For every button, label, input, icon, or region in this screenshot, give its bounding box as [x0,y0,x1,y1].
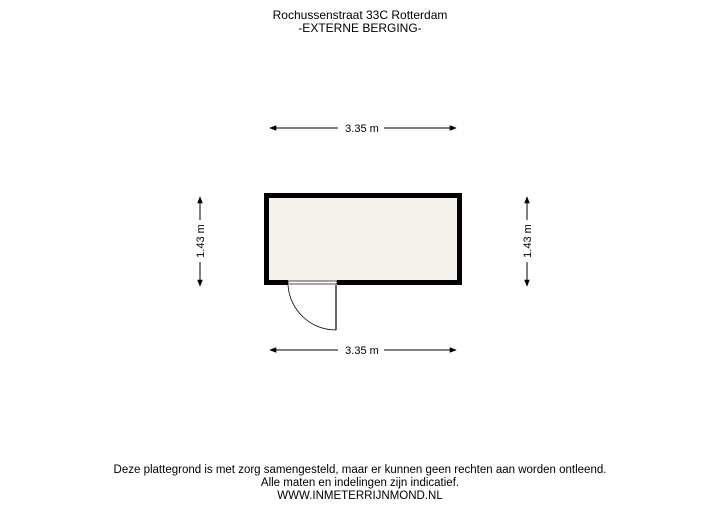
dimension-left-label: 1.43 m [195,224,207,258]
dimension-bottom [270,345,456,357]
plan-address: Rochussenstraat 33C Rotterdam [272,8,448,22]
disclaimer-line-1: Deze plattegrond is met zorg samengesteld, maar er kunnen geen rechten aan worden ontleend. [113,464,607,476]
room-floor [268,197,458,282]
dimension-right-label: 1.43 m [522,224,534,258]
dimension-top [270,123,456,135]
door-swing-arc [288,285,336,330]
disclaimer-line-2: Alle maten en indelingen zijn indicatief. [260,477,460,489]
website-url: WWW.INMETERRIJNMOND.NL [277,490,443,502]
plan-subtitle: -EXTERNE BERGING- [298,21,422,35]
door [288,281,337,330]
dimension-bottom-label: 3.35 m [345,345,379,357]
dimension-right [522,197,534,286]
dimension-left [195,197,207,286]
dimension-top-label: 3.35 m [345,123,379,135]
